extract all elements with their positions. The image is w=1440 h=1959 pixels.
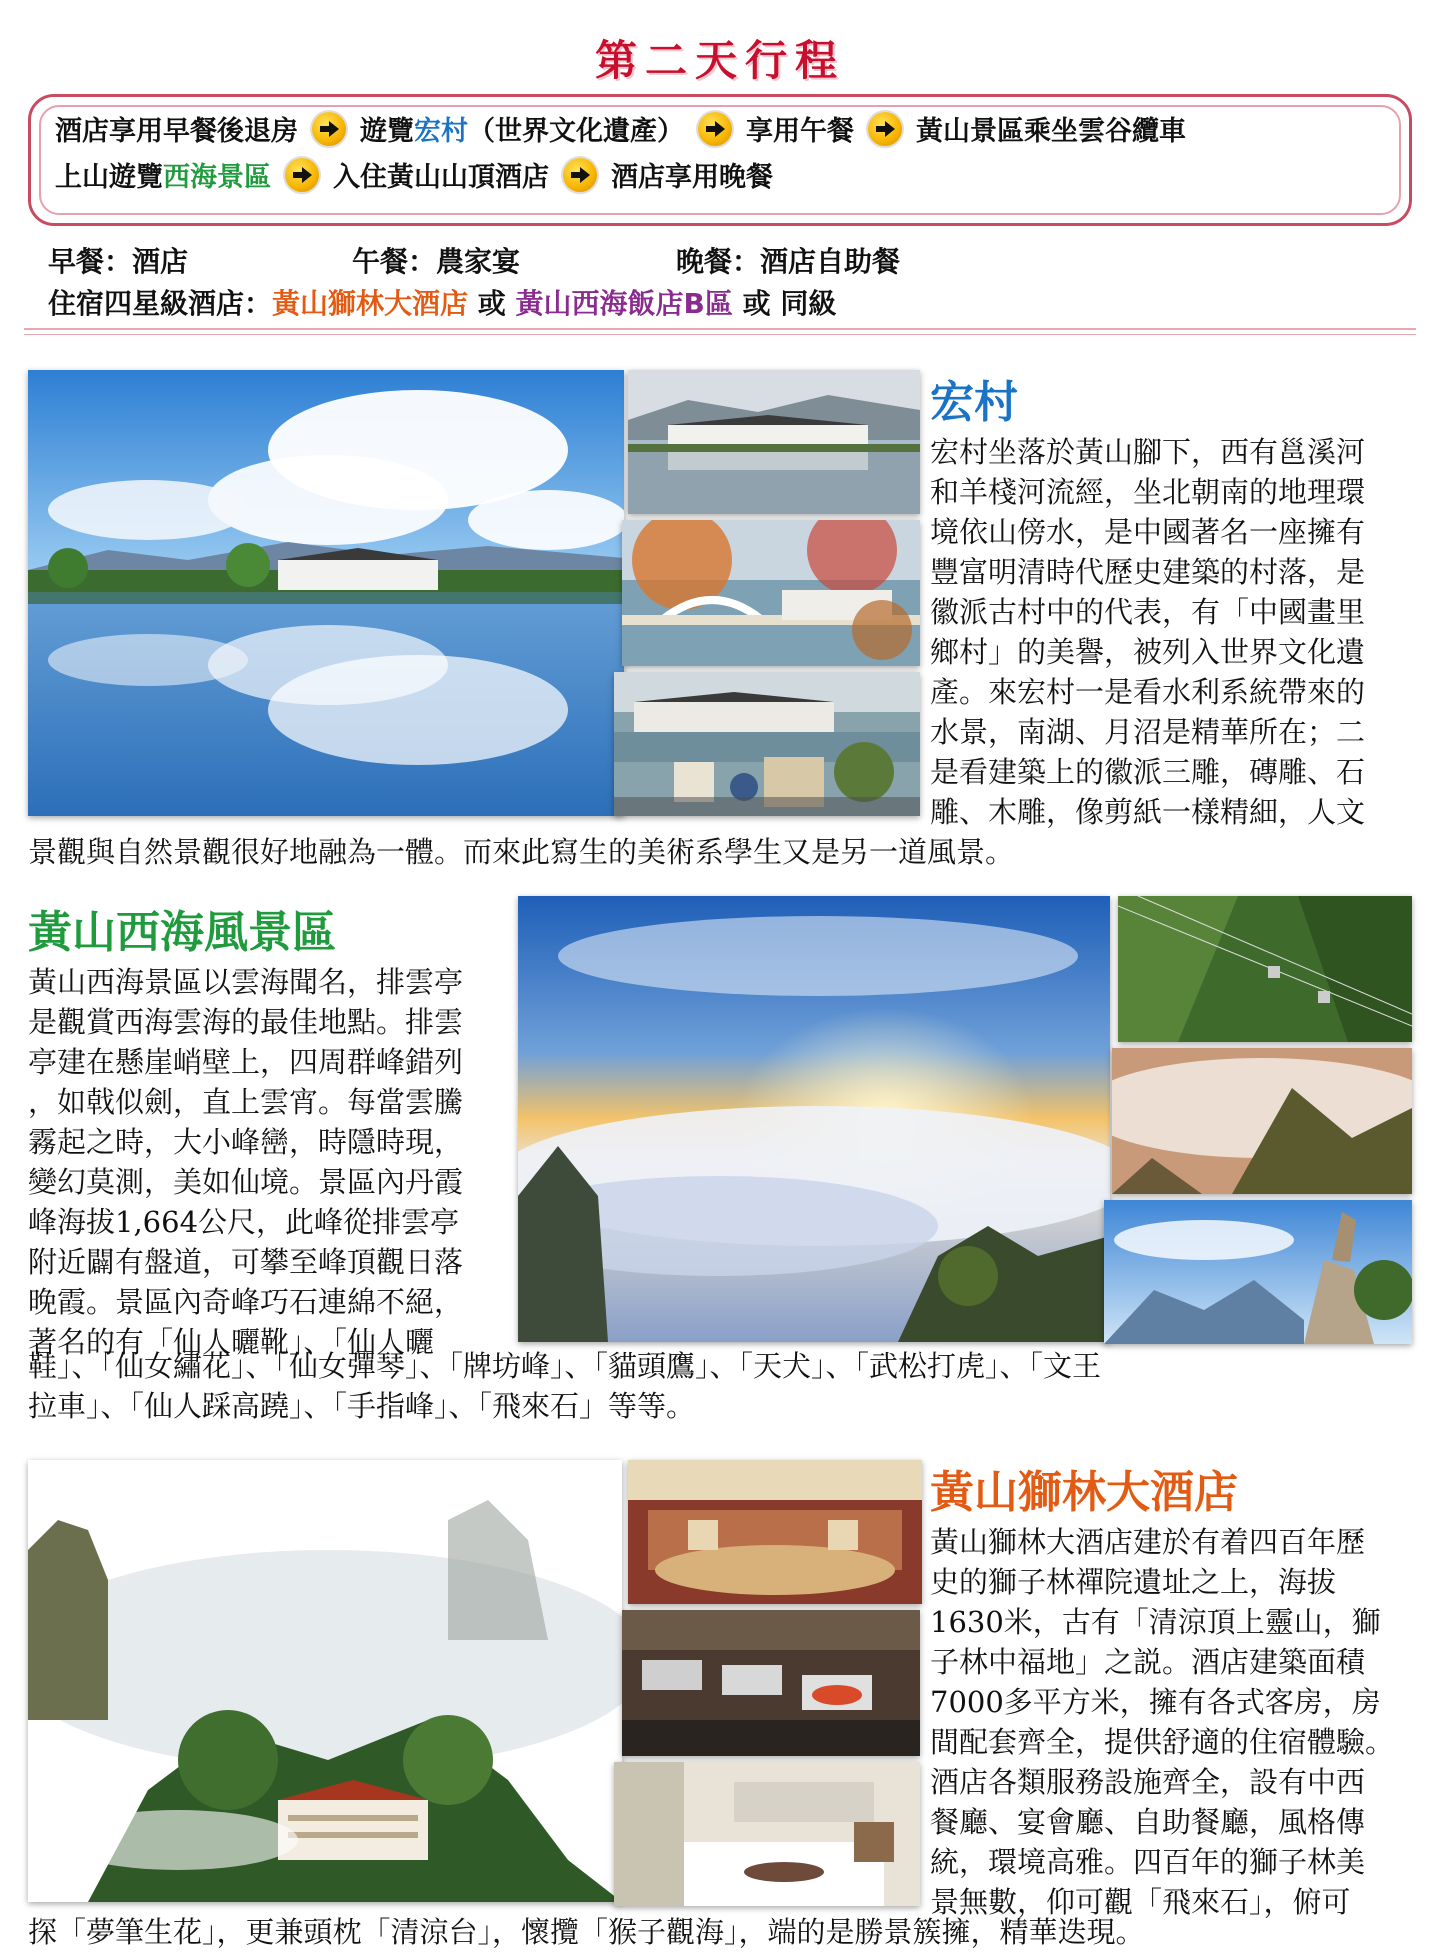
xihai-cable-car-photo xyxy=(1118,896,1412,1042)
hotel-description-continued: 探「夢筆生花」，更兼頭枕「清涼台」，懷攬「猴子觀海」，端的是勝景簇擁，精華迭現。 xyxy=(28,1915,1145,1949)
hongcun-main-photo xyxy=(28,370,624,816)
itinerary-text: 享用午餐 xyxy=(746,116,854,147)
itinerary-highlight: 宏村 xyxy=(414,116,468,147)
hongcun-description-continued: 景觀與自然景觀很好地融為一體。而來此寫生的美術系學生又是另一道風景。 xyxy=(28,835,1015,869)
arrow-right-icon xyxy=(312,112,346,146)
itinerary-box xyxy=(28,94,1412,226)
arrow-right-icon xyxy=(868,112,902,146)
xihai-description-continued: 鞋」、「仙女繡花」、「仙女彈琴」、「牌坊峰」、「貓頭鷹」、「天犬」、「武松打虎」、「文王 拉車」、「仙人踩高蹺」、「手指峰」、「飛來石」等等。 xyxy=(28,1349,1102,1423)
hongcun-title: 宏村 xyxy=(930,377,1018,428)
xihai-title: 黃山西海風景區 xyxy=(28,907,336,958)
itinerary-text: 入住黃山山頂酒店 xyxy=(333,162,549,193)
arrow-right-icon xyxy=(563,158,597,192)
itinerary-text: 上山遊覽 xyxy=(55,162,163,193)
page-title: 第二天行程 xyxy=(594,36,845,85)
meal-breakfast: 早餐：酒店 xyxy=(48,245,189,278)
itinerary-highlight: 西海景區 xyxy=(163,162,271,193)
itinerary-line-1 xyxy=(55,109,1186,148)
arrow-right-icon xyxy=(285,158,319,192)
itinerary-text: 遊覽 xyxy=(360,116,414,147)
itinerary-step xyxy=(55,116,298,147)
divider-line xyxy=(24,328,1416,330)
hongcun-bridge-photo xyxy=(622,520,920,666)
itinerary-step xyxy=(360,116,684,147)
xihai-description: 黃山西海景區以雲海聞名，排雲亭 是觀賞西海雲海的最佳地點。排雲 亭建在懸崖峭壁上，四周群峰錯列 ，如戟似劍，直上雲宵。每當雲騰 霧起之時，大小峰巒，時隱時現， 變幻莫測，美如仙境。景區內丹霞 峰海拔1,664公尺，此峰從排雲亭 附近闢有盤道，可攀至峰頂觀日落 晚霞。景區內奇峰巧石連綿不絕， 著名的有「仙人曬靴」、「仙人曬 xyxy=(28,965,464,1359)
itinerary-text: 酒店享用晚餐 xyxy=(611,162,773,193)
or-separator: 或 xyxy=(468,287,516,320)
itinerary-line-2 xyxy=(55,155,773,194)
hotel-option-2: 黃山西海飯店B區 xyxy=(515,287,733,320)
itinerary-step xyxy=(333,162,549,193)
hongcun-village-photo xyxy=(628,370,920,514)
itinerary-step xyxy=(916,116,1186,147)
arrow-right-icon xyxy=(698,112,732,146)
itinerary-step xyxy=(611,162,773,193)
hotel-description: 黃山獅林大酒店建於有着四百年歷 史的獅子林禪院遺址之上，海拔 1630米，古有「清涼頂上靈山，獅 子林中福地」之説。酒店建築面積 7000多平方米，擁有各式客房，房 間配套齊全，提供舒適的住宿體驗。 酒店各類服務設施齊全，設有中西 餐廳、宴會廳、自助餐廳，風格傳 統，環境高雅。四百年的獅子林美 景無數，仰可觀「飛來石」，俯可 xyxy=(930,1525,1395,1919)
hotel-title: 黃山獅林大酒店 xyxy=(930,1467,1238,1518)
hotel-buffet-photo xyxy=(622,1610,920,1756)
accommodation-label: 住宿四星級酒店： xyxy=(48,287,273,320)
hotel-room-photo xyxy=(614,1762,920,1906)
meal-lunch: 午餐：農家宴 xyxy=(352,245,521,278)
hotel-option-1: 黃山獅林大酒店 xyxy=(272,287,469,320)
divider-line-thin xyxy=(24,334,1416,335)
hotel-main-photo xyxy=(28,1460,622,1902)
itinerary-step xyxy=(746,116,854,147)
itinerary-text: 黃山景區乘坐雲谷纜車 xyxy=(916,116,1186,147)
accommodation-line xyxy=(48,282,836,322)
hongcun-description: 宏村坐落於黃山腳下，西有邕溪河 和羊棧河流經，坐北朝南的地理環 境依山傍水，是中國著名一座擁有 豐富明清時代歷史建築的村落，是 徽派古村中的代表，有「中國畫里 鄉村」的美譽，被列入世界文化遺 產。來宏村一是看水利系統帶來的 水景，南湖、月沼是精華所在；二 是看建築上的徽派三雕，磚雕、石 雕、木雕，像剪紙一樣精細，人文 xyxy=(930,435,1366,829)
itinerary-step xyxy=(55,162,271,193)
hongcun-artists-photo xyxy=(614,672,920,816)
xihai-peaks-mist-photo xyxy=(1112,1048,1412,1194)
xihai-sea-of-clouds-photo xyxy=(518,896,1110,1342)
xihai-flying-stone-photo xyxy=(1104,1200,1412,1344)
hotel-lobby-photo xyxy=(628,1460,922,1604)
or-equivalent: 或 同級 xyxy=(732,287,837,320)
itinerary-text: （世界文化遺產） xyxy=(468,116,684,147)
meal-dinner: 晚餐：酒店自助餐 xyxy=(676,245,901,278)
itinerary-text: 酒店享用早餐後退房 xyxy=(55,116,298,147)
